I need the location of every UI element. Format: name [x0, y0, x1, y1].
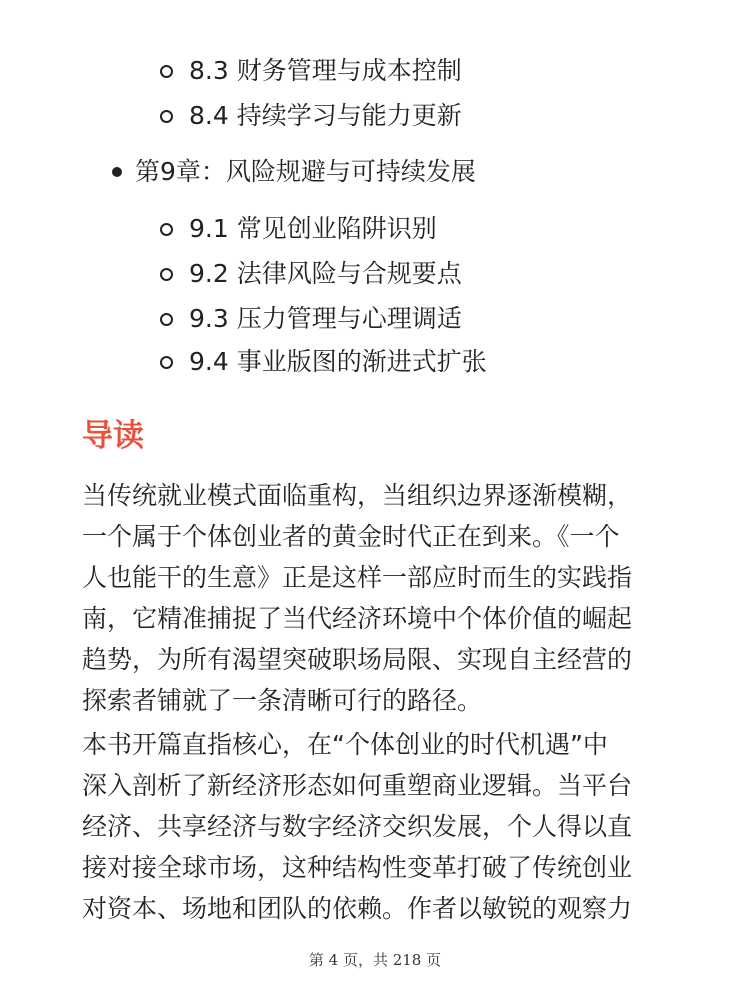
hollow-bullet-icon	[160, 313, 173, 326]
paragraph-line: 人也能干的生意》正是这样一部应时而生的实践指	[82, 563, 633, 592]
filled-bullet-icon	[112, 167, 122, 177]
paragraph-line: 深入剖析了新经济形态如何重塑商业逻辑。当平台	[82, 771, 633, 800]
hollow-bullet-icon	[160, 356, 173, 369]
paragraph-line: 当传统就业模式面临重构，当组织边界逐渐模糊，	[82, 481, 633, 510]
toc-item-label: 9.2 法律风险与合规要点	[189, 259, 462, 288]
paragraph-line: 对资本、场地和团队的依赖。作者以敏锐的观察力	[82, 894, 633, 923]
paragraph-line: 南，它精准捕捉了当代经济环境中个体价值的崛起	[82, 604, 633, 633]
toc-chapter-label: 第9章：风险规避与可持续发展	[135, 157, 476, 186]
toc-item-label: 9.3 压力管理与心理调适	[189, 304, 462, 333]
toc-item-label: 8.3 财务管理与成本控制	[189, 56, 462, 85]
paragraph-line: 探索者铺就了一条清晰可行的路径。	[82, 686, 483, 715]
hollow-bullet-icon	[160, 65, 173, 78]
intro-paragraph-1	[82, 475, 682, 721]
section-heading: 导读	[82, 418, 144, 454]
toc-item-label: 9.4 事业版图的渐进式扩张	[189, 347, 487, 376]
hollow-bullet-icon	[160, 223, 173, 236]
toc-item-label: 8.4 持续学习与能力更新	[189, 101, 462, 130]
paragraph-line: 本书开篇直指核心，在“个体创业的时代机遇”中	[82, 730, 608, 759]
hollow-bullet-icon	[160, 110, 173, 123]
intro-paragraph-2	[82, 724, 682, 929]
paragraph-line: 一个属于个体创业者的黄金时代正在到来。《一个	[82, 522, 620, 551]
paragraph-line: 经济、共享经济与数字经济交织发展，个人得以直	[82, 812, 633, 841]
page-number: 第 4 页，共 218 页	[308, 951, 442, 969]
paragraph-line: 趋势，为所有渴望突破职场局限、实现自主经营的	[82, 645, 633, 674]
toc-item-label: 9.1 常见创业陷阱识别	[189, 214, 437, 243]
paragraph-line: 接对接全球市场，这种结构性变革打破了传统创业	[82, 853, 633, 882]
hollow-bullet-icon	[160, 268, 173, 281]
